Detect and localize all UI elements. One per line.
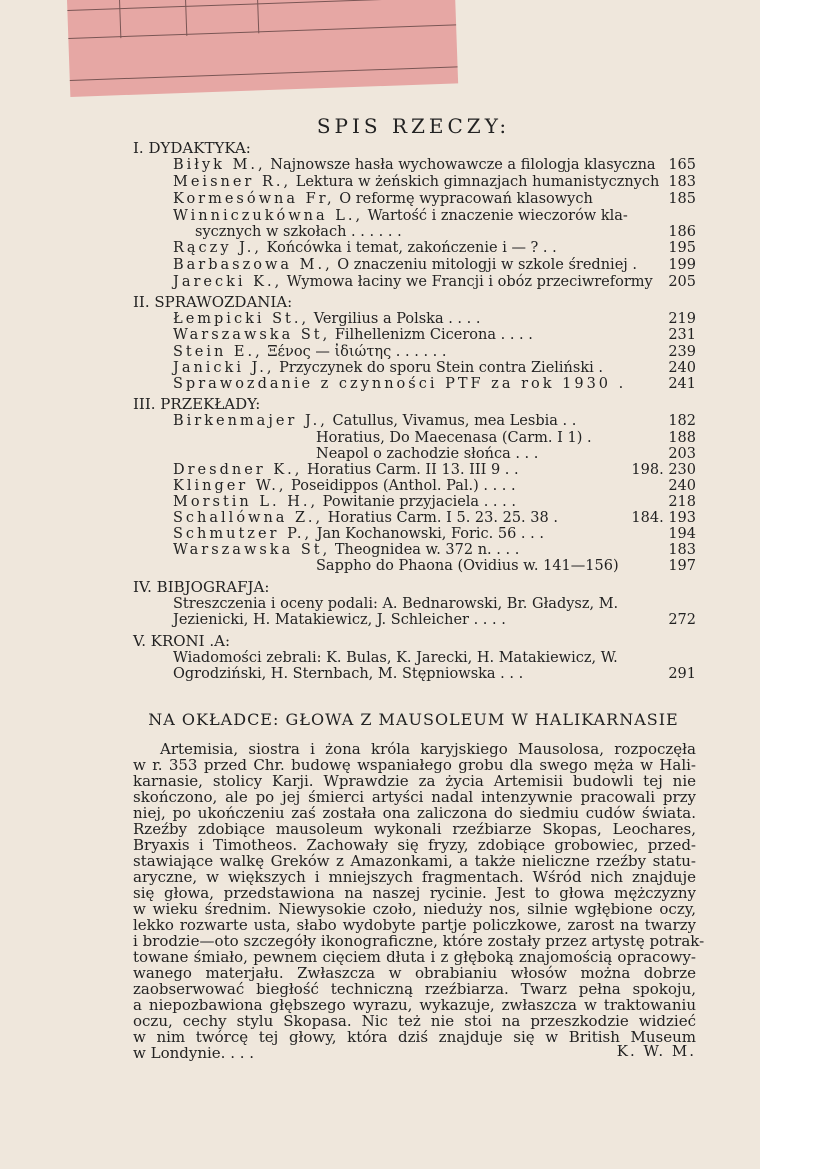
toc-entry: Barbaszowa M., O znaczeniu mitologji w szkole średniej . 199 <box>173 257 696 273</box>
toc-entry: Sappho do Phaona (Ovidius w. 141—156) 197 <box>316 558 696 574</box>
toc-entry: Schmutzer P., Jan Kochanowski, Foric. 56 . . . 194 <box>173 526 696 542</box>
cover-note-line: lekko rozwarte usta, słabo wydobyte partje policzkowe, zarost na twarzy <box>133 916 696 934</box>
cover-note-line: się głowa, przedstawiona na naszej rycinie. Jest to głowa mężczyzny <box>133 884 696 902</box>
library-label-sticker <box>67 0 458 97</box>
section-heading-sprawozdania: II. SPRAWOZDANIA: <box>133 293 293 311</box>
toc-entry: Janicki J., Przyczynek do sporu Stein contra Zieliński . 240 <box>173 360 696 376</box>
cover-note-line: aryczne, w większych i mniejszych fragmentach. Wśród nich znajduje <box>133 868 696 886</box>
cover-note-line: i brodzie—oto szczegóły ikonograficzne, które zostały przez artystę potrak- <box>133 932 705 950</box>
toc-entry: Warszawska St, Filhellenizm Cicerona . . . . 231 <box>173 327 696 343</box>
cover-note-line: Bryaxis i Timotheos. Zachowały się fryzy, zdobiące grobowiec, przed- <box>133 836 696 854</box>
toc-entry: Birkenmajer J., Catullus, Vivamus, mea Lesbia . . 182 <box>173 413 696 429</box>
toc-entry: Meisner R., Lektura w żeńskich gimnazjach humanistycznych 183 <box>173 174 696 190</box>
cover-note-line: wanego materjału. Zwłaszcza w obrabianiu włosów można dobrze <box>133 964 696 982</box>
cover-note-line: w wieku średnim. Niewysokie czoło, nieduży nos, silnie wgłębione oczy, <box>133 900 696 918</box>
toc-entry: Horatius, Do Maecenasa (Carm. I 1) . 188 <box>316 430 696 446</box>
toc-entry: Dresdner K., Horatius Carm. II 13. III 9 . . 198. 230 <box>173 462 696 478</box>
toc-entry: Wiadomości zebrali: K. Bulas, K. Jarecki, H. Matakiewicz, W. <box>173 650 618 666</box>
toc-entry: Sprawozdanie z czynności PTF za rok 1930 . 241 <box>173 376 696 392</box>
toc-entry: Warszawska St, Theognidea w. 372 n. . . . 183 <box>173 542 696 558</box>
toc-entry: Kormesówna Fr, O reformę wypracowań klasowych 185 <box>173 191 696 207</box>
contents-title: SPIS RZECZY: <box>316 114 511 138</box>
toc-entry: sycznych w szkołach . . . . . . 186 <box>195 224 696 240</box>
cover-note-line: zaobserwować biegłość techniczną rzeźbiarza. Twarz pełna spokoju, <box>133 980 696 998</box>
cover-note-line: Artemisia, siostra i żona króla karyjskiego Mausolosa, rozpoczęła <box>160 740 696 758</box>
toc-entry: Rączy J., Końcówka i temat, zakończenie i — ? . . 195 <box>173 240 696 256</box>
toc-entry: Ogrodziński, H. Sternbach, M. Stępniowska . . . 291 <box>173 666 696 682</box>
toc-entry: Streszczenia i oceny podali: A. Bednarowski, Br. Gładysz, M. <box>173 596 619 612</box>
section-heading-kronika: V. KRONI .A: <box>133 632 231 650</box>
toc-entry: Łempicki St., Vergilius a Polska . . . . 219 <box>173 311 696 327</box>
cover-note-line: skończono, ale po jej śmierci artyści nadal intenzywnie pracowali przy <box>133 788 696 806</box>
cover-note-line: towane śmiało, pewnem cięciem dłuta i z głęboką znajomością opracowy- <box>133 948 696 966</box>
cover-note-line: Rzeźby zdobiące mausoleum wykonali rzeźbiarze Skopas, Leochares, <box>133 820 696 838</box>
toc-entry: Winniczukówna L., Wartość i znaczenie wieczorów kla- <box>173 208 628 224</box>
toc-entry: Jezienicki, H. Matakiewicz, J. Schleicher . . . . 272 <box>173 612 696 628</box>
toc-entry: Biłyk M., Najnowsze hasła wychowawcze a filologja klasyczna 165 <box>173 157 696 173</box>
toc-entry: Jarecki K., Wymowa łaciny we Francji i obóz przeciwreformy 205 <box>173 274 696 290</box>
toc-entry: Klinger W., Poseidippos (Anthol. Pal.) . . . . 240 <box>173 478 696 494</box>
cover-note-line: oczu, cechy stylu Skopasa. Nic też nie stoi na przeszkodzie widzieć <box>133 1012 696 1030</box>
section-heading-przeklady: III. PRZEKŁADY: <box>133 395 261 413</box>
toc-entry: Neapol o zachodzie słońca . . . 203 <box>316 446 696 462</box>
cover-note-signature: K. W. M. <box>616 1042 696 1060</box>
toc-entry: Stein E., Ξένος — ἰδιώτης . . . . . . 239 <box>173 344 696 360</box>
cover-note-line: a niepozbawiona głębszego wyrazu, wykazuje, zwłaszcza w traktowaniu <box>133 996 696 1014</box>
toc-entry: Morstin L. H., Powitanie przyjaciela . . . . 218 <box>173 494 696 510</box>
cover-note-line: stawiające walkę Greków z Amazonkami, a także nieliczne rzeźby statu- <box>133 852 696 870</box>
cover-note-line: niej, po ukończeniu zaś została ona zaliczona do siedmiu cudów świata. <box>133 804 696 822</box>
cover-note-heading: NA OKŁADCE: GŁOWA Z MAUSOLEUM W HALIKARNASIE <box>148 710 679 729</box>
cover-note-line: w Londynie. . . . <box>133 1044 255 1062</box>
cover-note-line: w nim twórcę tej głowy, która dziś znajduje się w British Museum <box>133 1028 696 1046</box>
toc-entry: Schallówna Z., Horatius Carm. I 5. 23. 25. 38 . 184. 193 <box>173 510 696 526</box>
section-heading-bibjografja: IV. BIBJOGRAFJA: <box>133 578 270 596</box>
cover-note-line: karnasie, stolicy Karji. Wprawdzie za życia Artemisii budowli tej nie <box>133 772 696 790</box>
section-heading-dydaktyka: I. DYDAKTYKA: <box>133 139 251 157</box>
cover-note-line: w r. 353 przed Chr. budowę wspaniałego grobu dla swego męża w Hali- <box>133 756 696 774</box>
